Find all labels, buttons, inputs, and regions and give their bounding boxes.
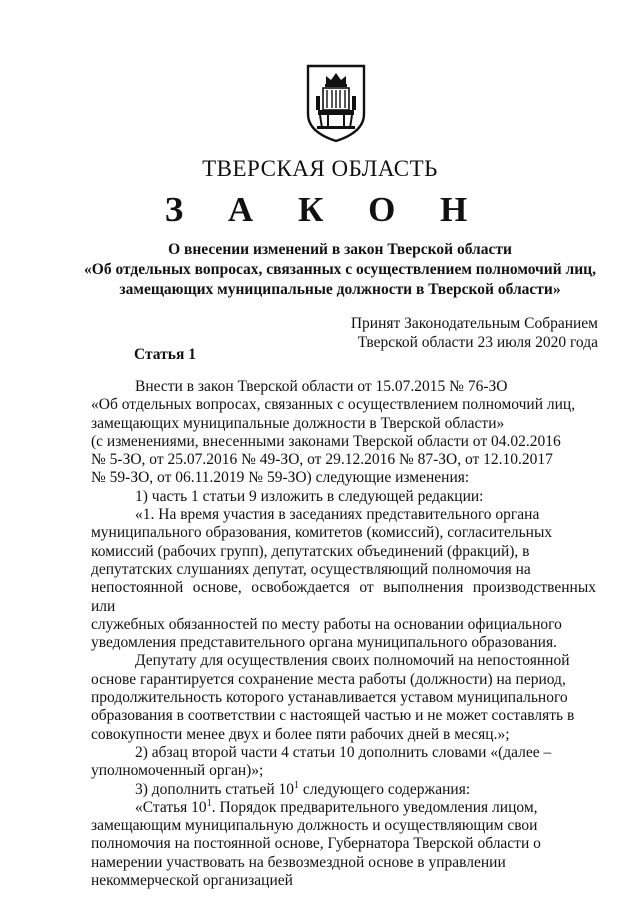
new-article-label: «Статья 10 xyxy=(135,798,207,816)
item3-text: 3) дополнить статьей 10 xyxy=(135,780,295,798)
quote-line: образования в соответствии с настоящей частью и не может составлять в xyxy=(91,707,575,725)
amendment-item-3 xyxy=(91,781,596,799)
body-line: замещающих муниципальные должности в Тверской области» xyxy=(91,414,505,432)
quote-line: совокупности менее двух и более пяти рабочих дней в месяц.»; xyxy=(91,725,510,743)
body-line: № 59-ЗО, от 06.11.2019 № 59-ЗО) следующие изменения: xyxy=(91,469,470,487)
new-article-superscript: 1 xyxy=(206,797,212,809)
document-type-heading: З А К О Н xyxy=(164,190,486,229)
new-article-line: некоммерческой организацией xyxy=(91,872,293,890)
new-article-line: полномочия на постоянной основе, Губернатора Тверской области о xyxy=(91,835,541,853)
tver-coat-of-arms-emblem xyxy=(304,62,368,144)
new-article-line: намерении участвовать на безвозмездной основе в управлении xyxy=(91,853,506,871)
new-article-line: замещающим муниципальную должность и осуществляющим свои xyxy=(91,817,538,835)
quote-line: уведомления представительного органа муниципального образования. xyxy=(91,634,557,652)
quote-line: комиссий (рабочих групп), депутатских объединений (фракций), в xyxy=(91,542,530,560)
quote-line: Депутату для осуществления своих полномочий на непостоянной xyxy=(135,652,570,670)
quote-line: муниципального образования, комитетов (комиссий), согласительных xyxy=(91,524,553,542)
body-line: № 5-ЗО, от 25.07.2016 № 49-ЗО, от 29.12.2016 № 87-ЗО, от 12.10.2017 xyxy=(91,451,553,469)
quote-line: продолжительность которого устанавливается уставом муниципального xyxy=(91,689,568,707)
item3-text-end: следующего содержания: xyxy=(299,780,471,798)
quote-line: «1. На время участия в заседаниях представительного органа xyxy=(135,506,540,524)
article-body xyxy=(91,378,596,890)
body-line: Внести в закон Тверской области от 15.07.2015 № 76-ЗО xyxy=(135,378,508,395)
adoption-note-line: Тверской области 23 июля 2020 года xyxy=(357,334,598,351)
amendment-item-1: 1) часть 1 статьи 9 изложить в следующей редакции: xyxy=(135,487,484,505)
quote-line: непостоянной основе, освобождается от выполнения производственных или xyxy=(91,579,596,615)
body-line: (с изменениями, внесенными законами Тверской области от 04.02.2016 xyxy=(91,432,561,450)
amendment-item-2-cont: уполномоченный орган)»; xyxy=(91,762,264,780)
quote-line: депутатских слушаниях депутат, осуществляющий полномочия на xyxy=(91,560,531,578)
new-article-heading xyxy=(91,799,596,817)
quote-line: служебных обязанностей по месту работы на основании официального xyxy=(91,615,562,633)
amendment-item-2: 2) абзац второй части 4 статьи 10 дополнить словами «(далее – xyxy=(135,743,552,761)
law-title-line: «Об отдельных вопросах, связанных с осуществлением полномочий лиц, xyxy=(84,261,596,278)
body-line: «Об отдельных вопросах, связанных с осуществлением полномочий лиц, xyxy=(91,396,576,414)
region-name: ТВЕРСКАЯ ОБЛАСТЬ xyxy=(202,156,438,181)
item3-superscript: 1 xyxy=(294,779,300,791)
adoption-note-line: Принят Законодательным Собранием xyxy=(350,315,598,332)
adoption-note xyxy=(351,314,598,352)
new-article-title-start: . Порядок предварительного уведомления лицом, xyxy=(211,798,538,816)
law-title xyxy=(80,240,600,300)
law-title-line: замещающих муниципальные должности в Тверской области» xyxy=(119,281,561,298)
article-heading: Статья 1 xyxy=(134,346,196,363)
law-title-line: О внесении изменений в закон Тверской области xyxy=(168,241,512,258)
quote-line: основе гарантируется сохранение места работы (должности) на период, xyxy=(91,670,566,688)
